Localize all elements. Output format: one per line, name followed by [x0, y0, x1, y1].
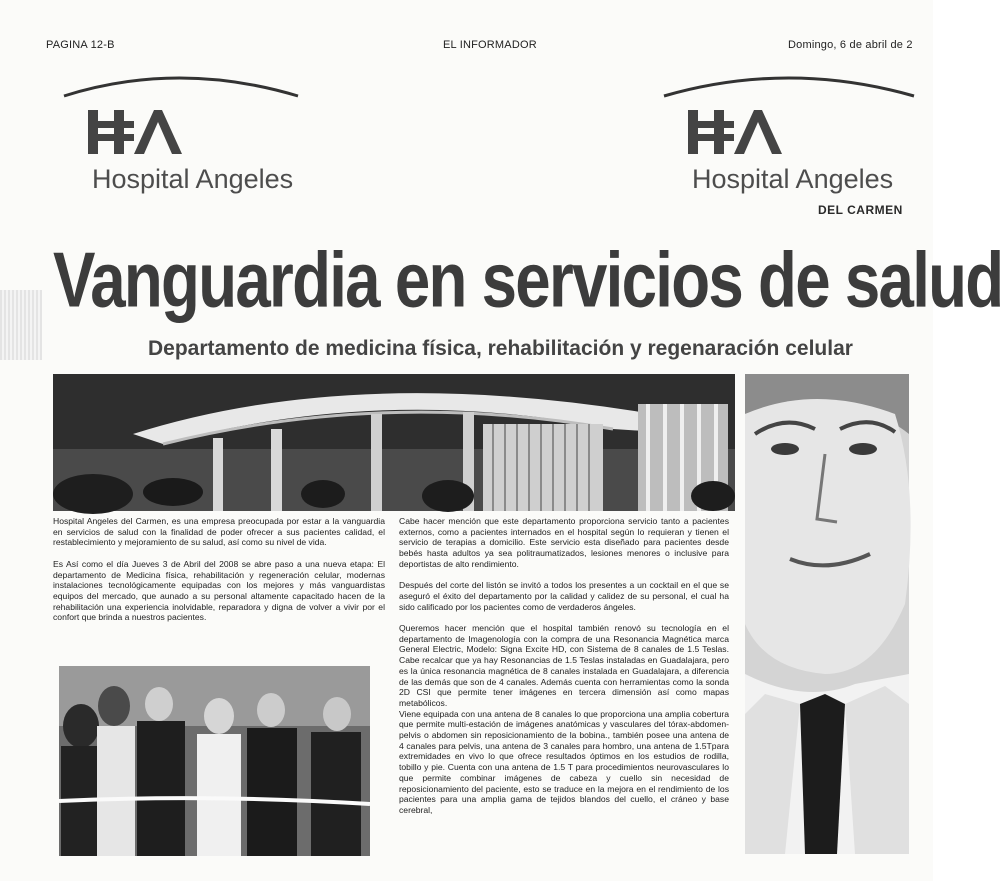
headline: Vanguardia en servicios de salud — [53, 236, 1002, 324]
ha-logo-icon — [88, 108, 182, 156]
paragraph: Es Así como el día Jueves 3 de Abril del 2008 se abre paso a una nueva etapa: El departamento de Medicina física, rehabilitación y regeneración celular, modernas instalaciones tecnológicamente equipadas con los mejores y más vanguardistas equipos del mercado, que aunado a su personal altamente capacitado hacen de la rehabilitación una experiencia inolvidable, reparadora y digna de volver a vivir por el confort que brinda a nuestros pacientes. — [53, 558, 385, 623]
paragraph: Queremos hacer mención que el hospital también renovó su tecnología en el departamento de Imagenología con la compra de una Resonancia Magnética marca General Electric, Modelo: Signa Excite HD, con Sistema de 8 canales de 1.5 Teslas. Cabe recalcar que ya hay Resonancias de 1.5 Teslas instaladas en Guadalajara, pero es la única resonancia magnética de 8 canales instalada en Guadalajara, a diferencia de las demás que son de 4 canales. Además cuenta con herramientas como la sonda 2D CSI que permite tener imágenes en tercera dimensión así como mapas metabólicos. — [399, 623, 729, 708]
article-column-middle — [399, 516, 729, 816]
logo-arc-icon — [658, 66, 920, 106]
scan-edge — [0, 290, 42, 360]
paragraph: Después del corte del listón se invitó a todos los presentes a un cocktail en el que se aseguró el éxito del departamento por la calidad y calidez de su personal, el cual ha sido calificado por los pacientes como de verdaderos ángeles. — [399, 580, 729, 612]
building-photo — [53, 374, 735, 511]
issue-date: Domingo, 6 de abril de 2 — [788, 39, 913, 51]
logo-arc-icon — [58, 66, 308, 106]
ha-logo-icon — [688, 108, 782, 156]
hospital-logo-left — [58, 66, 308, 201]
newspaper-name: EL INFORMADOR — [443, 39, 537, 51]
logo-name-left: Hospital Angeles — [92, 164, 294, 194]
page-number: PAGINA 12-B — [46, 39, 115, 51]
logo-name-right: Hospital Angeles — [692, 164, 894, 194]
paragraph: Viene equipada con una antena de 8 canales lo que proporciona una amplia cobertura que permite multi-estación de imágenes anatómicas y vasculares del tórax-abdomen-pelvis o abdomen sin reposicionamiento de la bobina., también posee una antena de 4 canales para pelvis, una antena de 3 canales para hombro, una antena de 1.5Tpara extremidades en vivo lo que ofrece resultados óptimos en los estudios de rodilla, tobillo y pie. Cuenta con una antena de 1.5 T para procedimientos neurovasculares lo que permite combinar imágenes de cabeza y cuello sin necesidad de reposicionamiento del paciente, esto se traduce en la mejora en el rendimiento de los pacientes para una amplia gama de tejidos blandos del cuello, el cráneo y base cerebral, — [399, 708, 729, 815]
ribbon-cutting-photo — [59, 666, 370, 856]
subheadline: Departamento de medicina física, rehabilitación y regenaración celular — [148, 337, 853, 360]
hospital-logo-right — [658, 66, 920, 226]
paragraph: Hospital Angeles del Carmen, es una empresa preocupada por estar a la vanguardia en servicios de salud con la finalidad de poder ofrecer a sus pacientes calidad, el restablecimiento y mejoramiento de su salud, así como su nivel de vida. — [53, 516, 385, 548]
logo-subtitle: DEL CARMEN — [818, 203, 903, 217]
paragraph: Cabe hacer mención que este departamento proporciona servicio tanto a pacientes externos, como a pacientes internados en el hospital según lo requieran y tienen el servicio de terapias a domicilio. Este servicio esta diseñado para pacientes desde bebés hasta adultos ya sea politraumatizados, lesiones menores o inclusive para deportistas de alto rendimiento. — [399, 516, 729, 569]
article-column-left — [53, 516, 385, 634]
portrait-photo — [745, 374, 909, 854]
